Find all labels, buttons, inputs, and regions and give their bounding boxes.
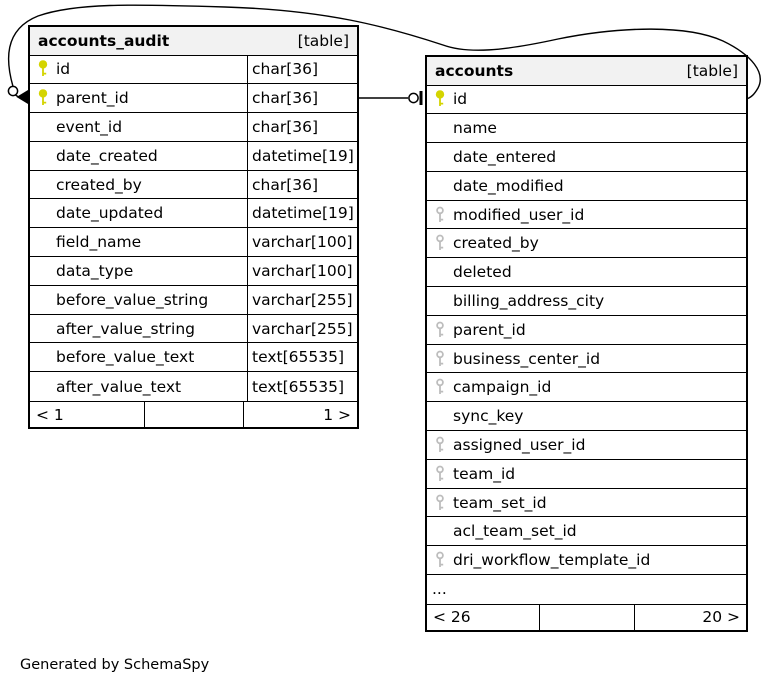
- pager-parents-count: 1 >: [243, 402, 357, 427]
- foreign-key-icon: [435, 465, 445, 483]
- foreign-key-icon: [435, 378, 445, 396]
- column-row-before_value_string: [30, 286, 357, 315]
- column-row-campaign_id: [427, 373, 746, 402]
- column-name: modified_user_id: [453, 205, 585, 224]
- table-accounts[interactable]: [425, 55, 748, 632]
- column-row-modified_user_id: [427, 201, 746, 230]
- column-name: team_set_id: [453, 493, 547, 512]
- column-name: id: [453, 90, 468, 109]
- column-type: text[65535]: [252, 377, 344, 396]
- column-type: varchar[100]: [252, 261, 353, 280]
- table-pager: [30, 401, 357, 427]
- column-row-created_by: [427, 229, 746, 258]
- column-name: id: [56, 60, 71, 79]
- column-name: created_by: [453, 234, 539, 253]
- column-list: [30, 56, 357, 402]
- table-type-badge: [table]: [297, 31, 349, 50]
- column-row-date_modified: [427, 172, 746, 201]
- foreign-key-icon: [435, 350, 445, 368]
- column-row-name: [427, 114, 746, 143]
- table-title[interactable]: accounts_audit: [38, 31, 170, 50]
- table-title[interactable]: accounts: [435, 61, 514, 80]
- column-row-deleted: [427, 258, 746, 287]
- column-name: after_value_string: [56, 319, 196, 338]
- column-row-team_id: [427, 460, 746, 489]
- column-name: data_type: [56, 261, 134, 280]
- column-row-billing_address_city: [427, 287, 746, 316]
- column-name: campaign_id: [453, 378, 552, 397]
- column-row-business_center_id: [427, 345, 746, 374]
- pager-middle-cell: [539, 605, 635, 630]
- column-type: text[65535]: [252, 348, 344, 367]
- column-row-id: [30, 56, 357, 85]
- column-type: varchar[255]: [252, 290, 353, 309]
- pager-children-count: < 26: [433, 608, 471, 627]
- column-type: char[36]: [252, 175, 319, 194]
- column-type: char[36]: [252, 117, 319, 136]
- column-type: varchar[255]: [252, 319, 353, 338]
- generator-credit: Generated by SchemaSpy: [20, 657, 210, 673]
- foreign-key-icon: [435, 551, 445, 569]
- pager-children-count: < 1: [36, 405, 64, 424]
- column-type: char[36]: [252, 89, 319, 108]
- column-row-date_updated: [30, 199, 357, 228]
- table-pager: [427, 604, 746, 630]
- column-row-after_value_string: [30, 315, 357, 344]
- column-type: char[36]: [252, 60, 319, 79]
- column-name: before_value_string: [56, 290, 209, 309]
- column-name: date_modified: [453, 176, 564, 195]
- table-header[interactable]: [30, 27, 357, 56]
- column-row-date_created: [30, 142, 357, 171]
- column-row-before_value_text: [30, 343, 357, 372]
- column-name: sync_key: [453, 407, 524, 426]
- one-bar-icon: [420, 91, 423, 105]
- column-row-created_by: [30, 171, 357, 200]
- foreign-key-icon: [435, 436, 445, 454]
- column-list: [427, 86, 746, 604]
- pager-parents-count: 20 >: [634, 605, 746, 630]
- column-row-team_set_id: [427, 489, 746, 518]
- column-name: created_by: [56, 175, 142, 194]
- column-row-assigned_user_id: [427, 431, 746, 460]
- table-accounts-audit[interactable]: [28, 25, 359, 429]
- column-name: acl_team_set_id: [453, 522, 577, 541]
- more-columns-row: [427, 575, 746, 604]
- column-name: dri_workflow_template_id: [453, 551, 651, 570]
- column-row-dri_workflow_template_id: [427, 546, 746, 575]
- column-name: assigned_user_id: [453, 435, 586, 454]
- zero-circle-icon: [8, 86, 17, 95]
- table-header[interactable]: [427, 57, 746, 86]
- foreign-key-icon: [435, 234, 445, 252]
- foreign-key-icon: [435, 321, 445, 339]
- column-row-parent_id: [427, 316, 746, 345]
- column-name: date_created: [56, 146, 158, 165]
- zero-circle-icon: [409, 93, 418, 102]
- column-row-date_entered: [427, 143, 746, 172]
- column-name: after_value_text: [56, 377, 182, 396]
- column-row-sync_key: [427, 402, 746, 431]
- primary-key-icon: [38, 89, 48, 107]
- column-name: parent_id: [56, 89, 129, 108]
- foreign-key-icon: [435, 206, 445, 224]
- column-type: datetime[19]: [252, 204, 354, 223]
- column-name: date_updated: [56, 204, 164, 223]
- column-name: billing_address_city: [453, 291, 605, 310]
- column-name: business_center_id: [453, 349, 601, 368]
- column-name: name: [453, 119, 497, 138]
- column-row-after_value_text: [30, 372, 357, 401]
- crow-foot-stem: [16, 95, 19, 97]
- crow-foot-icon: [17, 90, 29, 104]
- column-type: datetime[19]: [252, 146, 354, 165]
- column-name: deleted: [453, 263, 512, 282]
- table-type-badge: [table]: [686, 61, 738, 80]
- column-type: varchar[100]: [252, 233, 353, 252]
- primary-key-icon: [38, 60, 48, 78]
- column-row-id: [427, 86, 746, 115]
- column-row-event_id: [30, 113, 357, 142]
- column-row-data_type: [30, 257, 357, 286]
- column-name: before_value_text: [56, 348, 195, 367]
- primary-key-icon: [435, 90, 445, 108]
- column-row-parent_id: [30, 84, 357, 113]
- column-row-field_name: [30, 228, 357, 257]
- pager-middle-cell: [144, 402, 242, 427]
- column-name: date_entered: [453, 147, 557, 166]
- foreign-key-icon: [435, 494, 445, 512]
- column-name: field_name: [56, 233, 142, 252]
- column-row-acl_team_set_id: [427, 517, 746, 546]
- column-name: parent_id: [453, 320, 526, 339]
- column-name: event_id: [56, 117, 123, 136]
- column-name: team_id: [453, 464, 516, 483]
- column-name: ...: [432, 580, 447, 599]
